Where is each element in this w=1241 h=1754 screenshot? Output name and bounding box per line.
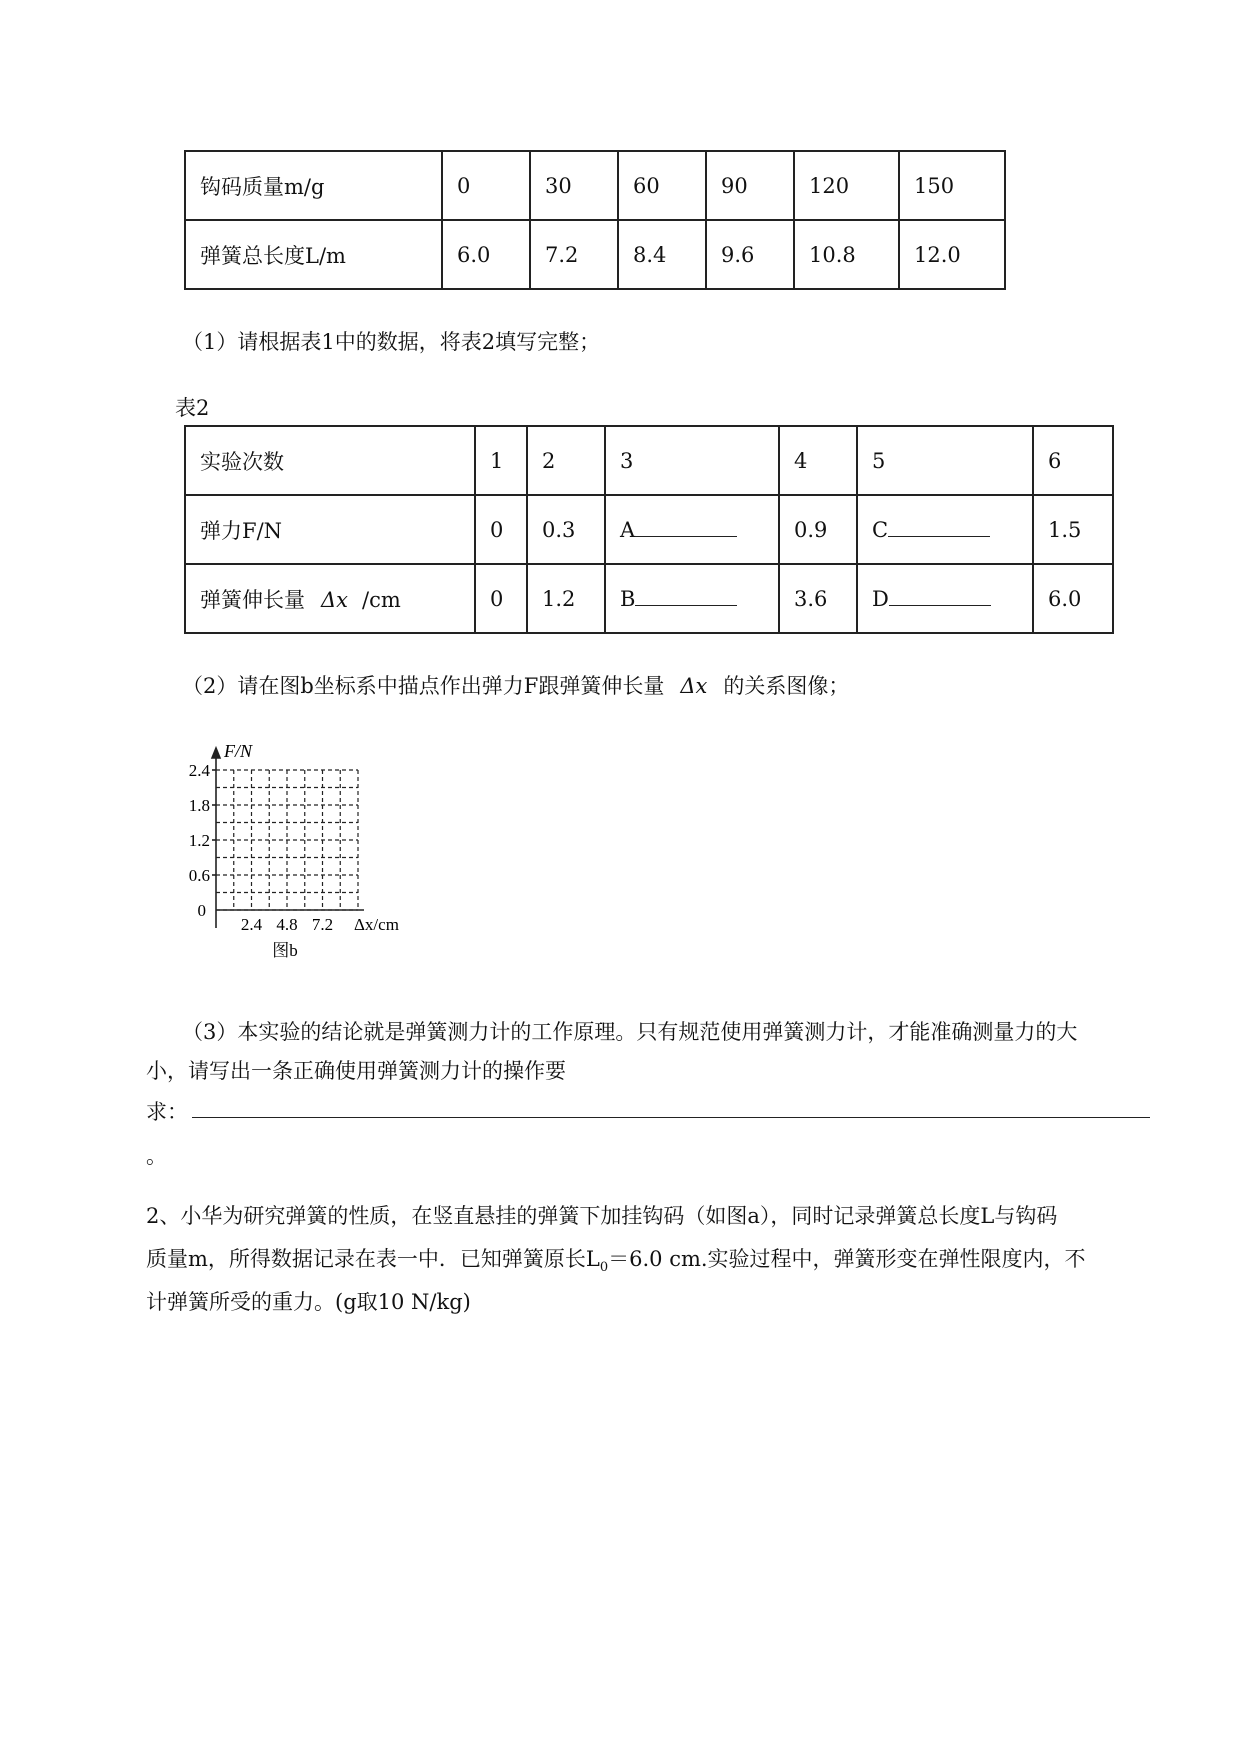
- ext-label-unit: /cm: [362, 587, 401, 612]
- y-axis-arrow: [212, 748, 220, 758]
- answer-line-q3[interactable]: [192, 1117, 1150, 1118]
- table-row: [185, 564, 1113, 633]
- table-cell: 6.0: [1033, 564, 1113, 633]
- answer-blank-a[interactable]: [635, 517, 737, 537]
- question-3-line-1: （3）本实验的结论就是弹簧测力计的工作原理。只有规范使用弹簧测力计，才能准确测量力的大: [182, 1020, 1078, 1044]
- problem-2-line-3: 计弹簧所受的重力。(g取10 N/kg): [146, 1290, 471, 1314]
- delta-x-symbol: Δx: [680, 674, 708, 698]
- data-table-1: [184, 150, 1006, 290]
- table-cell: 5: [857, 426, 1033, 495]
- table-cell: 1.5: [1033, 495, 1113, 564]
- table-cell: 弹簧总长度L/m: [185, 220, 442, 289]
- table-cell: 3.6: [779, 564, 857, 633]
- table-cell: 3: [605, 426, 779, 495]
- data-table-2: [184, 425, 1114, 634]
- question-3-line-2: 小，请写出一条正确使用弹簧测力计的操作要: [146, 1059, 566, 1083]
- x-tick-label: 4.8: [276, 915, 298, 934]
- y-tick-label: 0.6: [188, 866, 210, 885]
- figure-b: [168, 740, 428, 975]
- table-cell: [185, 564, 475, 633]
- table-cell: 0: [475, 564, 527, 633]
- x-tick-label: 7.2: [311, 915, 334, 934]
- table-cell: 150: [899, 151, 1005, 220]
- grid-lines: [216, 770, 358, 910]
- table-cell: 弹力F/N: [185, 495, 475, 564]
- y-tick-label: 2.4: [188, 761, 210, 780]
- table-cell: 2: [527, 426, 605, 495]
- problem-2-text-a: 质量m，所得数据记录在表一中．已知弹簧原长L: [146, 1247, 600, 1271]
- table-cell: 60: [618, 151, 706, 220]
- table-cell: 1.2: [527, 564, 605, 633]
- y-tick-label: 1.2: [188, 831, 210, 850]
- table-cell: 4: [779, 426, 857, 495]
- table-cell: 12.0: [899, 220, 1005, 289]
- table-cell: 0.3: [527, 495, 605, 564]
- blank-cell-a: [605, 495, 779, 564]
- question-3-end: 。: [146, 1144, 167, 1168]
- table-row: [185, 426, 1113, 495]
- x-tick-label: 2.4: [240, 915, 263, 934]
- subscript-zero: 0: [599, 1260, 609, 1276]
- table-row: [185, 495, 1113, 564]
- blank-cell-c: [857, 495, 1033, 564]
- coordinate-grid[interactable]: [168, 740, 428, 975]
- ext-label-a: 弹簧伸长量: [200, 587, 305, 612]
- table-cell: 1: [475, 426, 527, 495]
- table-cell: 30: [530, 151, 618, 220]
- table-row: [185, 151, 1005, 220]
- figure-caption: 图b: [272, 941, 298, 960]
- blank-cell-b: [605, 564, 779, 633]
- delta-x-symbol: Δx: [321, 587, 349, 612]
- y-tick-label: 1.8: [188, 796, 210, 815]
- table-cell: 0: [475, 495, 527, 564]
- blank-cell-d: [857, 564, 1033, 633]
- question-3-line-3: 求：: [146, 1100, 188, 1124]
- question-2: [182, 670, 849, 700]
- question-2-text-a: （2）请在图b坐标系中描点作出弹力F跟弹簧伸长量: [182, 674, 665, 698]
- table-cell: 0.9: [779, 495, 857, 564]
- x-axis-label: Δx/cm: [354, 915, 399, 934]
- table-cell: 钩码质量m/g: [185, 151, 442, 220]
- table-cell: 6.0: [442, 220, 530, 289]
- problem-2-line-1: 2、小华为研究弹簧的性质，在竖直悬挂的弹簧下加挂钩码（如图a），同时记录弹簧总长度L与钩码: [146, 1204, 1058, 1228]
- y-axis-label: F/N: [224, 741, 253, 761]
- answer-blank-c[interactable]: [888, 517, 990, 537]
- blank-label-b: B: [620, 587, 636, 611]
- table-cell: 10.8: [794, 220, 899, 289]
- table-cell: 8.4: [618, 220, 706, 289]
- table-2-caption: 表2: [175, 396, 210, 420]
- problem-2-line-2: [146, 1243, 1086, 1275]
- table-cell: 7.2: [530, 220, 618, 289]
- question-1: （1）请根据表1中的数据，将表2填写完整；: [182, 330, 601, 354]
- y-tick-label: 0: [197, 901, 206, 920]
- table-cell: 6: [1033, 426, 1113, 495]
- table-cell: 0: [442, 151, 530, 220]
- table-cell: 实验次数: [185, 426, 475, 495]
- blank-label-d: D: [872, 587, 889, 611]
- table-cell: 9.6: [706, 220, 794, 289]
- answer-blank-d[interactable]: [889, 586, 991, 606]
- table-cell: 90: [706, 151, 794, 220]
- answer-blank-b[interactable]: [635, 586, 737, 606]
- question-2-text-b: 的关系图像；: [723, 674, 850, 698]
- blank-label-a: A: [620, 518, 636, 542]
- blank-label-c: C: [872, 518, 889, 542]
- table-cell: 120: [794, 151, 899, 220]
- problem-2-text-b: ＝6.0 cm.实验过程中，弹簧形变在弹性限度内，不: [608, 1247, 1086, 1271]
- table-row: [185, 220, 1005, 289]
